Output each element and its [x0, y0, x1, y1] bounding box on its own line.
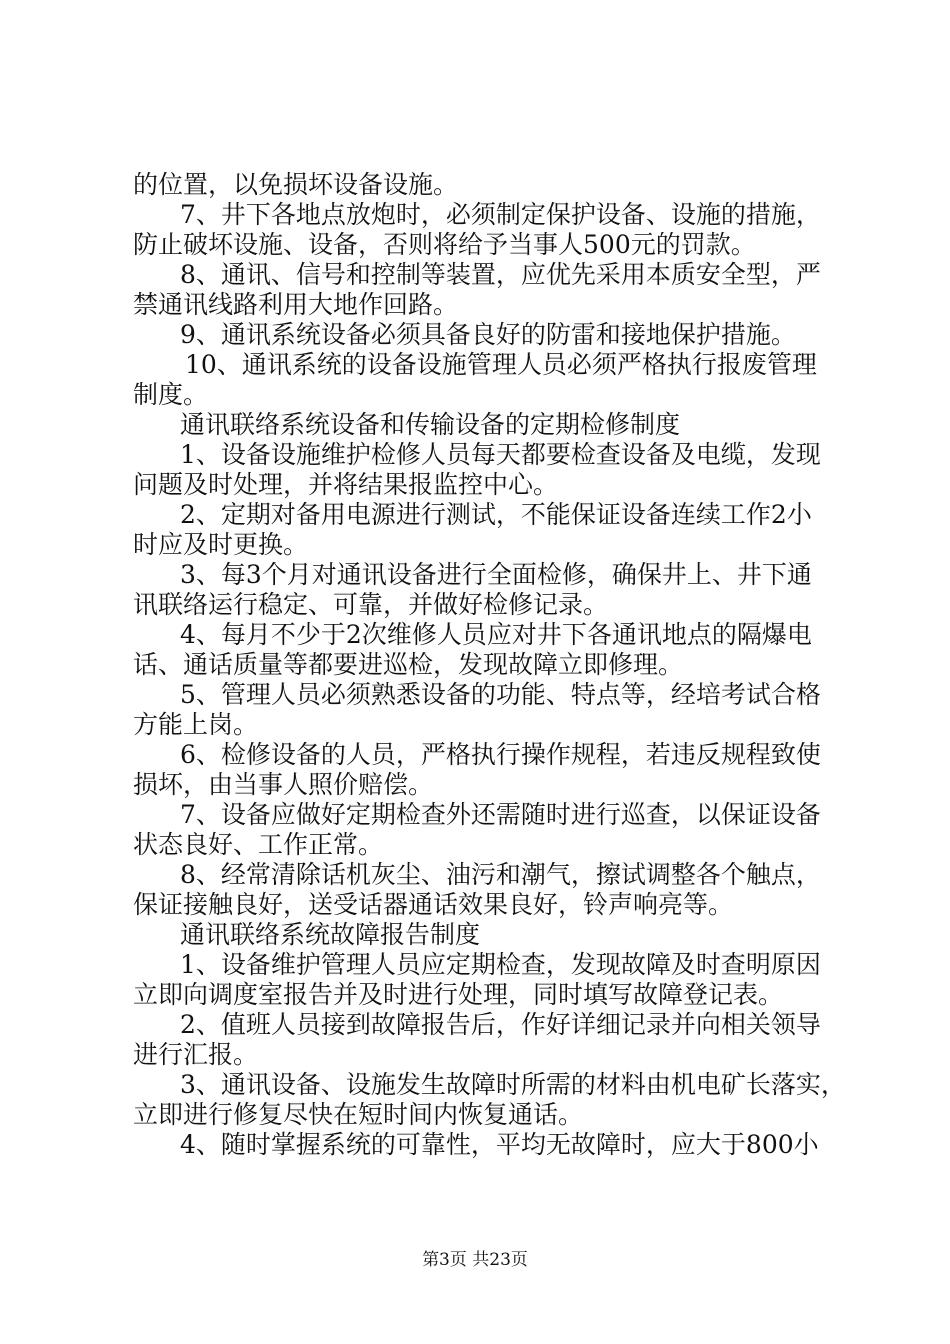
- section-heading: 通讯联络系统故障报告制度: [180, 920, 481, 949]
- text-line: 1、设备设施维护检修人员每天都要检查设备及电缆，发现: [180, 440, 821, 469]
- text-line: 禁通讯线路利用大地作回路。: [133, 290, 459, 319]
- text-line: 状态良好、工作正常。: [133, 830, 384, 859]
- text-line: 5、管理人员必须熟悉设备的功能、特点等，经培考试合格: [180, 680, 821, 709]
- text-line: 8、通讯、信号和控制等装置，应优先采用本质安全型，严: [180, 260, 821, 289]
- text-line: 8、经常清除话机灰尘、油污和潮气，擦试调整各个触点，: [180, 860, 821, 889]
- text-line: 4、每月不少于2次维修人员应对井下各通讯地点的隔爆电: [180, 620, 812, 649]
- text-line: 的位置，以免损坏设备设施。: [133, 170, 459, 199]
- document-body: [133, 170, 846, 1160]
- text-line: 3、每3个月对通讯设备进行全面检修，确保井上、井下通: [180, 560, 812, 589]
- text-line: 防止破坏设施、设备，否则将给予当事人500元的罚款。: [133, 230, 756, 259]
- text-line: 7、井下各地点放炮时，必须制定保护设备、设施的措施，: [180, 200, 821, 229]
- text-line: 4、随时掌握系统的可靠性，平均无故障时，应大于800小: [180, 1130, 819, 1159]
- text-line: 10、通讯系统的设备设施管理人员必须严格执行报废管理: [185, 350, 817, 379]
- page-footer: 第3页 共23页: [422, 1250, 528, 1270]
- text-line: 3、通讯设备、设施发生故障时所需的材料由机电矿长落实，: [180, 1070, 846, 1099]
- text-line: 保证接触良好，送受话器通话效果良好，铃声响亮等。: [133, 890, 734, 919]
- text-line: 制度。: [133, 380, 209, 409]
- text-line: 2、值班人员接到故障报告后，作好详细记录并向相关领导: [180, 1010, 821, 1039]
- text-line: 立即向调度室报告并及时进行处理，同时填写故障登记表。: [133, 980, 784, 1009]
- text-line: 进行汇报。: [133, 1040, 259, 1069]
- text-line: 方能上岗。: [133, 710, 259, 739]
- text-line: 7、设备应做好定期检查外还需随时进行巡查，以保证设备: [180, 800, 821, 829]
- text-line: 问题及时处理，并将结果报监控中心。: [133, 470, 559, 499]
- text-line: 6、检修设备的人员，严格执行操作规程，若违反规程致使: [180, 740, 821, 769]
- text-line: 损坏，由当事人照价赔偿。: [133, 770, 434, 799]
- text-line: 9、通讯系统设备必须具备良好的防雷和接地保护措施。: [180, 320, 796, 349]
- text-line: 话、通话质量等都要进巡检，发现故障立即修理。: [133, 650, 684, 679]
- text-line: 立即进行修复尽快在短时间内恢复通话。: [133, 1100, 584, 1129]
- text-line: 时应及时更换。: [133, 530, 309, 559]
- text-line: 1、设备维护管理人员应定期检查，发现故障及时查明原因: [180, 950, 821, 979]
- text-line: 讯联络运行稳定、可靠，并做好检修记录。: [133, 590, 609, 619]
- section-heading: 通讯联络系统设备和传输设备的定期检修制度: [180, 410, 681, 439]
- text-line: 2、定期对备用电源进行测试，不能保证设备连续工作2小: [180, 500, 812, 529]
